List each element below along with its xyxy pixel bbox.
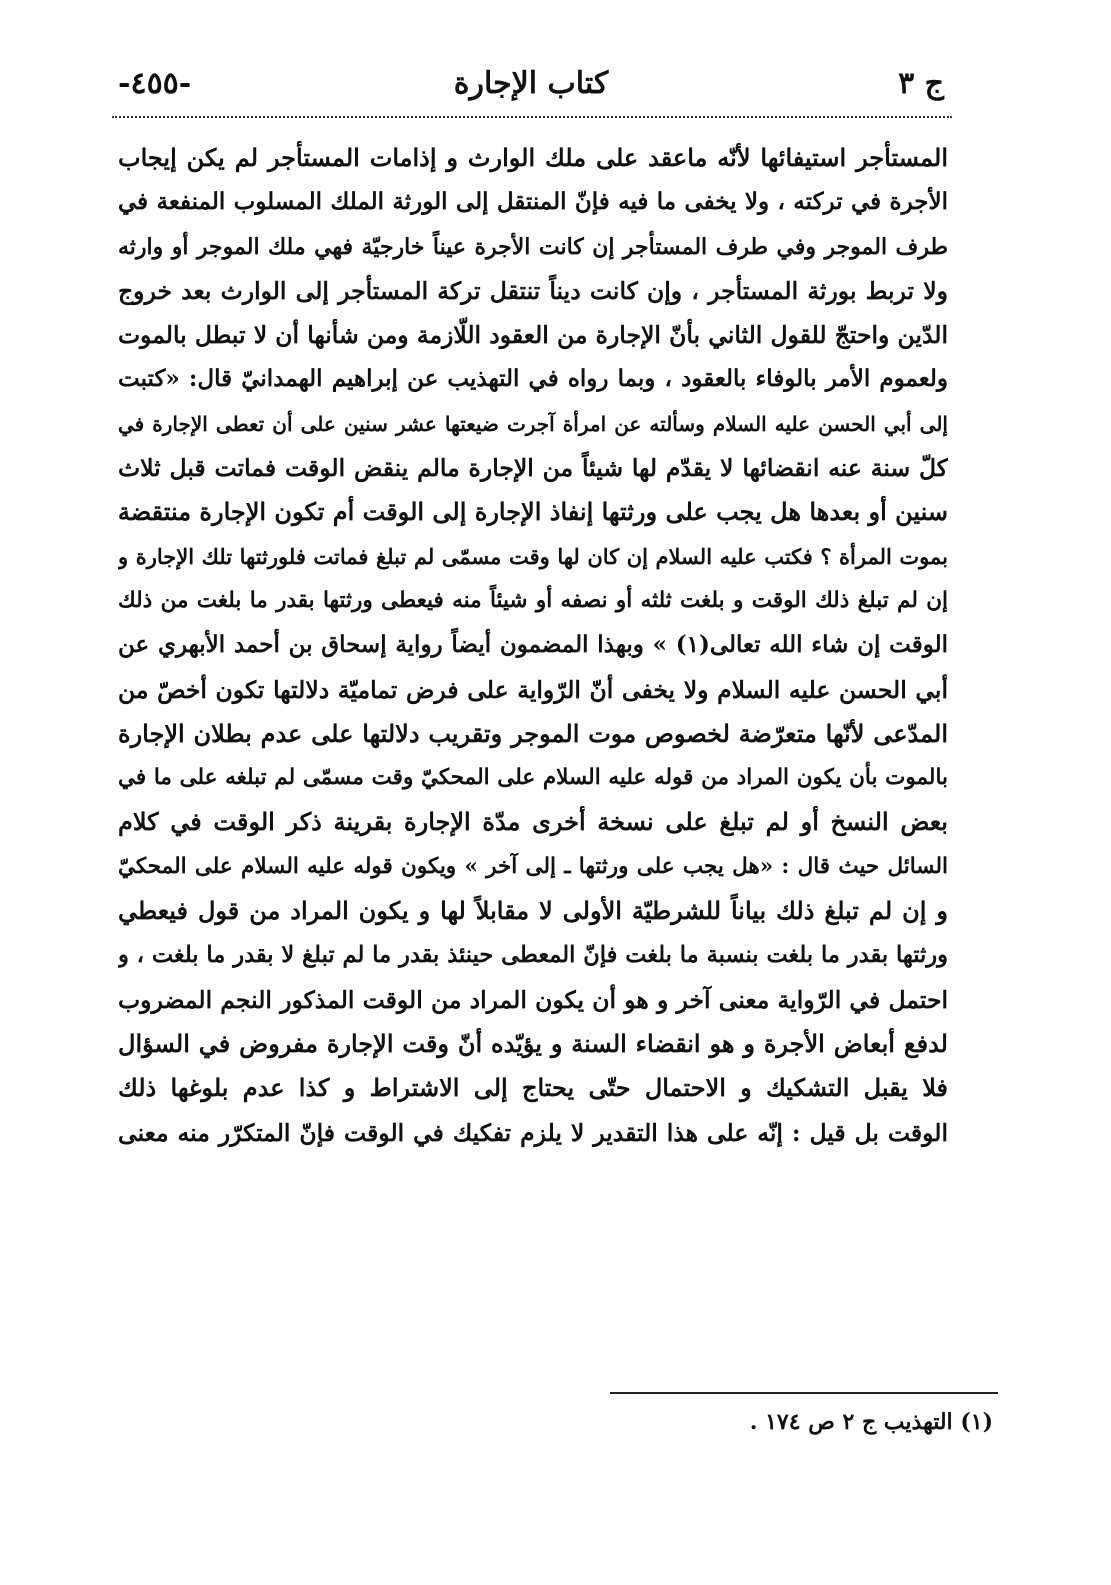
volume-label: ج ٣	[898, 66, 944, 101]
text-line: لدفع أبعاض الأجرة و هو انقضاء السنة و يؤيّده أنّ وقت الإجارة مفروض في السؤال	[118, 1028, 948, 1058]
text-line: بالموت بأن يكون المراد من قوله عليه السلام على المحكيّ وقت مسمّى لم تبلغه على ما في	[118, 765, 948, 791]
text-line: السائل حيث قال : «هل يجب على ورثتها ـ إلى آخر » ويكون قوله عليه السلام على المحكيّ	[118, 853, 948, 879]
text-line: الوقت بل قيل : إنّه على هذا التقدير لا يلزم تفكيك في الوقت فإنّ المتكرّر منه معنى	[118, 1118, 948, 1147]
text-line: ولا تربط بورثة المستأجر ، وإن كانت ديناً تنتقل تركة المستأجر إلى الوارث بعد خروج	[118, 276, 948, 305]
text-line: المدّعى لأنّها متعرّضة لخصوص موت الموجر وتقريب دلالتها على عدم بطلان الإجارة	[118, 718, 948, 748]
text-line: إلى أبي الحسن عليه السلام وسألته عن امرأة آجرت ضيعتها عشر سنين على أن تعطى الإجارة في	[118, 411, 948, 436]
main-text	[118, 136, 948, 1155]
text-line: ورثتها بقدر ما بلغت بنسبة ما بلغت فإنّ المعطى حينئذ بقدر ما لم تبلغ لا بقدر ما بلغت ، و	[118, 942, 948, 969]
text-line: طرف الموجر وفي طرف المستأجر إن كانت الأجرة عيناً خارجيّة فهي ملك الموجر أو وارثه	[118, 233, 948, 260]
text-line: الوقت إن شاء الله تعالى(١) » وبهذا المضمون أيضاً رواية إسحاق بن أحمد الأبهري عن	[118, 631, 948, 659]
text-line: بموت المرأة ؟ فكتب عليه السلام إن كان لها وقت مسمّى لم تبلغ فماتت فلورثتها تلك الإجارة و	[118, 543, 948, 569]
footnote-divider	[610, 1392, 998, 1394]
text-line: إن لم تبلغ ذلك الوقت و بلغت ثلثه أو نصفه أو شيئاً منه فيعطى ورثتها بقدر ما بلغت من ذلك	[118, 587, 948, 613]
text-line: كلّ سنة عنه انقضائها لا يقدّم لها شيئاً من الإجارة مالم ينقض الوقت فماتت قبل ثلاث	[118, 454, 948, 483]
text-line: فلا يقبل التشكيك و الاحتمال حتّى يحتاج إلى الاشتراط و كذا عدم بلوغها ذلك	[118, 1073, 948, 1103]
text-line: المستأجر استيفائها لأنّه ماعقد على ملك الوارث و إذامات المستأجر لم يكن إيجاب	[118, 143, 948, 172]
text-line: الأجرة في تركته ، ولا يخفى ما فيه فإنّ المنتقل إلى الورثة الملك المسلوب المنفعة في	[118, 188, 948, 216]
text-line: بعض النسخ أو لم تبلغ على نسخة أخرى مدّة الإجارة بقرينة ذكر الوقت في كلام	[118, 807, 948, 837]
text-line: الدّين واحتجّ للقول الثاني بأنّ الإجارة من العقود اللّازمة ومن شأنها أن لا تبطل بالموت	[118, 321, 948, 350]
text-line: سنين أو بعدها هل يجب على ورثتها إنفاذ الإجارة إلى الوقت أم تكون الإجارة منتقضة	[118, 497, 948, 527]
text-line: ولعموم الأمر بالوفاء بالعقود ، وبما رواه في التهذيب عن إبراهيم الهمدانيّ قال: «كتبت	[118, 365, 948, 393]
text-line: أبي الحسن عليه السلام ولا يخفى أنّ الرّواية على فرض تماميّة دلالتها تكون أخصّ من	[118, 675, 948, 704]
text-line: احتمل في الرّواية معنى آخر و هو أن يكون المراد من الوقت المذكور النجم المضروب	[118, 985, 948, 1014]
page-header	[118, 62, 944, 112]
chapter-title: كتاب الإجارة	[453, 66, 609, 101]
header-divider	[112, 116, 952, 118]
footnote: (١) التهذيب ج ٢ ص ١٧٤ .	[749, 1409, 993, 1435]
page-number: -٤٥٥-	[118, 66, 192, 101]
text-line: و إن لم تبلغ ذلك بياناً للشرطيّة الأولى لا مقابلاً لها و يكون المراد من قول فيعطي	[118, 896, 948, 926]
